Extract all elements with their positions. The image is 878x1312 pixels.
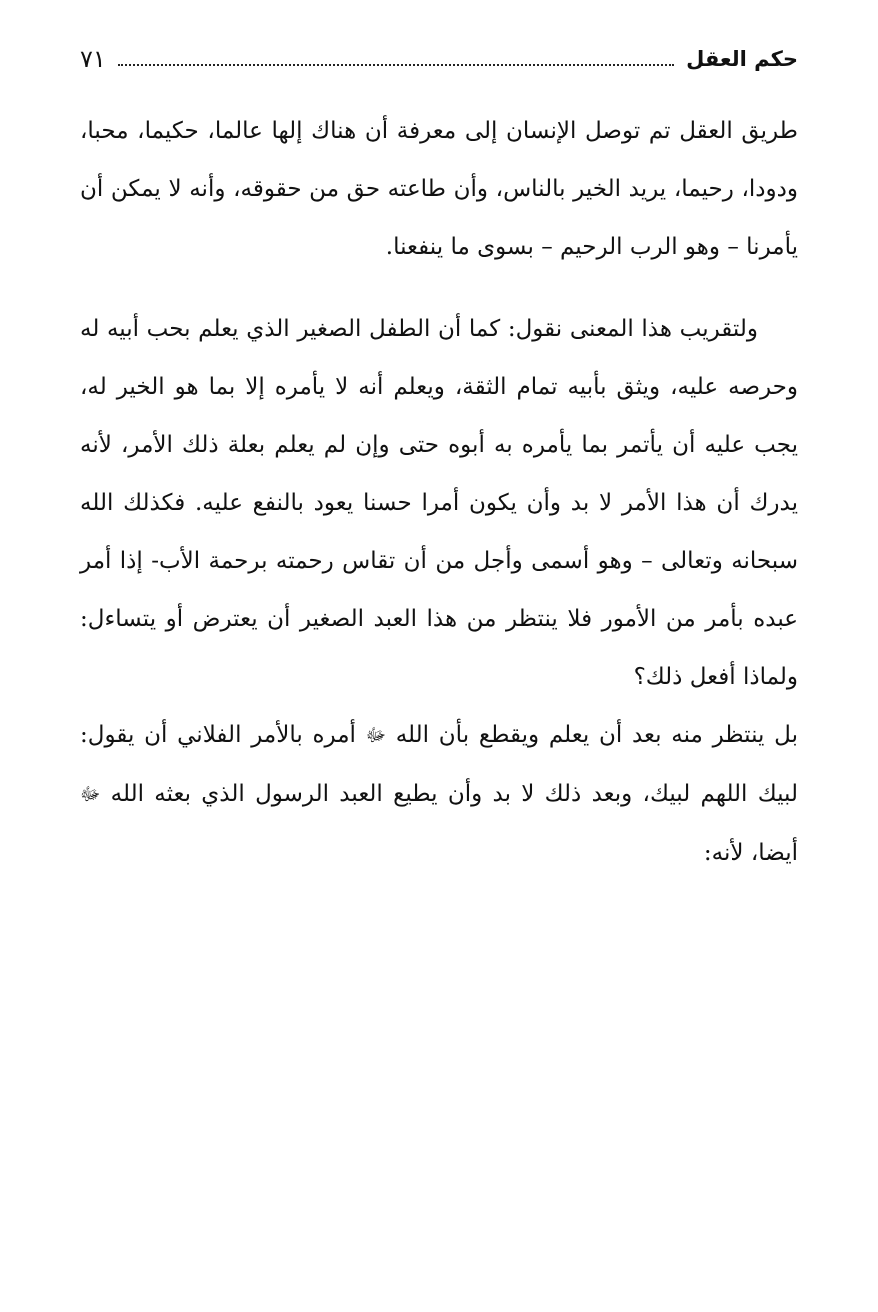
- honorific-glyph: ﷻ: [80, 784, 101, 805]
- dotted-leader: [118, 64, 674, 66]
- body-text: [80, 102, 798, 882]
- page-number: ٧١: [80, 45, 106, 73]
- running-title: حكم العقل: [686, 47, 798, 71]
- paragraph-3: [80, 706, 798, 882]
- paragraph-3-part-2: أمره بالأمر الفلاني أن يقول: لبيك اللهم لبيك، وبعد ذلك لا بد وأن يطيع العبد الرسول الذي بعثه الله: [80, 722, 799, 807]
- paragraph-2: ولتقريب هذا المعنى نقول: كما أن الطفل الصغير الذي يعلم بحب أبيه له وحرصه عليه، ويثق بأبيه تمام الثقة، ويعلم أنه لا يأمره إلا بما هو الخير له، يجب عليه أن يأتمر بما يأمره به أبوه حتى وإن لم يعلم بعلة ذلك الأمر، لأنه يدرك أن هذا الأمر لا بد وأن يكون أمرا حسنا يعود بالنفع عليه. فكذلك الله سبحانه وتعالى – وهو أسمى وأجل من أن تقاس رحمته برحمة الأب- إذا أمر عبده بأمر من الأمور فلا ينتظر من هذا العبد الصغير أن يعترض أو يتساءل: ولماذا أفعل ذلك؟: [80, 316, 798, 690]
- paragraph-3-part-3: أيضا، لأنه:: [703, 840, 798, 866]
- paragraph-3-part-1: بل ينتظر منه بعد أن يعلم ويقطع بأن الله: [395, 722, 799, 748]
- honorific-glyph: ﷻ: [365, 725, 386, 746]
- paragraph-1: طريق العقل تم توصل الإنسان إلى معرفة أن هناك إلها عالما، حكيما، محبا، ودودا، رحيما، يريد الخير بالناس، وأن طاعته حق من حقوقه، وأنه لا يمكن أن يأمرنا – وهو الرب الرحيم – بسوى ما ينفعنا.: [80, 118, 798, 260]
- page-header: [80, 40, 798, 78]
